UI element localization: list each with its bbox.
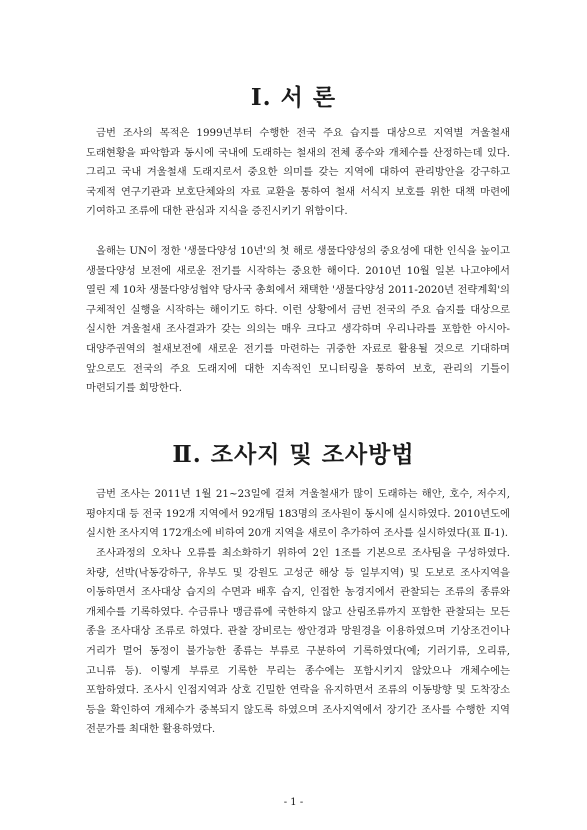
section-title-introduction: Ⅰ. 서 론 [250, 84, 337, 111]
intro-paragraph-2: 올해는 UN이 정한 '생물다양성 10년'의 첫 해로 생물다양성의 중요성에 대한 인식을 높이고 생물다양성 보전에 새로운 전기를 시작하는 중요한 해이다. 2010년 10월 일본 나고야에서 열린 제 10차 생물다양성협약 당사국 총회에서 채택한 '생물다양성 2011-2020년 전략계획'의 구체적인 실행을 시작하는 해이기도 하다. 이런 상황에서 금번 전국의 주요 습지를 대상으로 실시한 겨울철새 조사결과가 갖는 의의는 매우 크다고 생각하며 우리나라를 포함한 아시아-대양주권역의 철새보전에 새로운 전기를 마련하는 귀중한 자료로 활용될 것으로 기대하며 앞으로도 전국의 주요 도래지에 대한 지속적인 모니터링을 통하여 보호, 관리의 기틀이 마련되기를 희망한다. [86, 245, 510, 395]
page-number: - 1 - [283, 797, 304, 808]
intro-paragraph-1: 금번 조사의 목적은 1999년부터 수행한 전국 주요 습지를 대상으로 지역별 겨울철새 도래현황을 파악함과 동시에 국내에 도래하는 철새의 전체 종수와 개체수를 산정하는데 있다. 그리고 국내 겨울철새 도래지로서 중요한 의미를 갖는 지역에 대하여 관리방안을 강구하고 국제적 연구기관과 보호단체와의 자료 교환을 통하여 철새 서식지 보호를 위한 대책 마련에 기여하고 조류에 대한 관심과 지식을 증진시키기 위함이다. [86, 127, 510, 218]
methods-paragraph-1: 금번 조사는 2011년 1월 21~23일에 걸쳐 겨울철새가 많이 도래하는 해안, 호수, 저수지, 평야지대 등 전국 192개 지역에서 92개팀 183명의 조사원이 동시에 실시하였다. 2010년도에 실시한 조사지역 172개소에 비하여 20개 지역을 새로이 추가하여 조사를 실시하였다(표 Ⅱ-1). [86, 488, 510, 540]
methods-paragraph-2: 조사과정의 오차나 오류를 최소화하기 위하여 2인 1조를 기본으로 조사팀을 구성하였다. 차량, 선박(낙동강하구, 유부도 및 강원도 고성군 해상 등 일부지역) 및 도보로 조사지역을 이동하면서 조사대상 습지의 수면과 배후 습지, 인접한 농경지에서 관찰되는 조류의 종류와 개체수를 기록하였다. 수금류나 맹금류에 국한하지 않고 산림조류까지 포함한 관찰되는 모든 종을 조사대상 조류로 하였다. 관찰 장비로는 쌍안경과 망원경을 이용하였으며 기상조건이나 거리가 멀어 동정이 불가능한 종류는 부류로 구분하여 기록하였다(예; 기러기류, 오리류, 고니류 등). 이렇게 부류로 기록한 무리는 종수에는 포함시키지 않았으나 개체수에는 포함하였다. 조사시 인접지역과 상호 긴밀한 연락을 유지하면서 조류의 이동방향 및 도착장소 등을 확인하여 개체수가 중복되지 않도록 하였으며 조사지역에서 장기간 조사를 수행한 지역 전문가를 최대한 활용하였다. [86, 547, 510, 736]
section-title-methods: Ⅱ. 조사지 및 조사방법 [172, 441, 415, 468]
